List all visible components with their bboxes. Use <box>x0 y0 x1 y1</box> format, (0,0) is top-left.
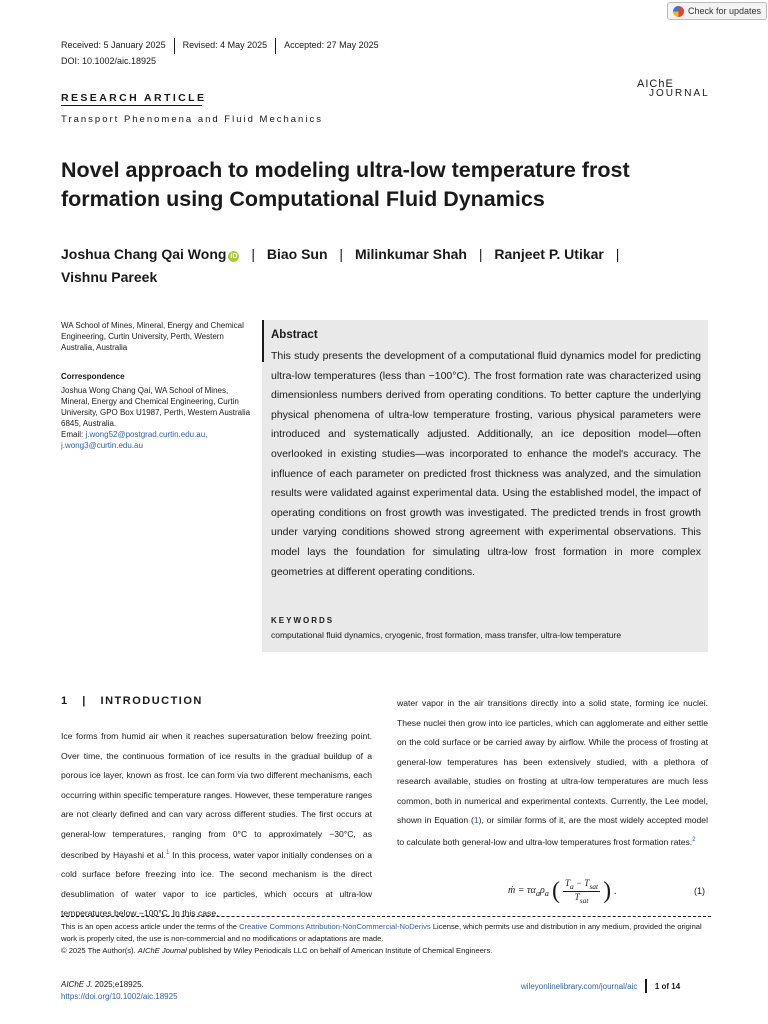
article-title: Novel approach to modeling ultra-low temperature frost formation using Computational Fluid Dynamics <box>61 158 630 211</box>
keywords: computational fluid dynamics, cryogenic, frost formation, mass transfer, ultra-low temperature <box>271 630 622 640</box>
footer-right <box>521 979 680 993</box>
author-separator: | <box>339 246 344 262</box>
article-dates <box>61 38 387 54</box>
footer-site-link[interactable]: wileyonlinelibrary.com/journal/aic <box>521 981 638 991</box>
citation-link[interactable]: 2 <box>692 836 696 843</box>
check-for-updates-button[interactable] <box>667 2 767 20</box>
affiliation: WA School of Mines, Mineral, Energy and Chemical Engineering, Curtin University, Perth, Western Australia, Australia <box>61 321 244 352</box>
equation-end: . <box>614 885 617 897</box>
author-separator: | <box>478 246 483 262</box>
page-number: 1 of 14 <box>654 981 681 991</box>
license-divider <box>61 916 711 917</box>
abstract-box <box>262 320 708 652</box>
author-name[interactable]: Joshua Chang Qai Wong <box>61 246 227 262</box>
equation-1 <box>508 878 617 905</box>
received-date: Received: 5 January 2025 <box>61 40 166 50</box>
author-name[interactable]: Milinkumar Shah <box>354 246 467 262</box>
introduction-heading: 1 | INTRODUCTION <box>61 695 203 707</box>
intro-text: ), or similar forms of it, are the most widely accepted model to calculate both general-low and ultra-low temperatures frost formation rates. <box>397 815 708 847</box>
correspondence-heading: Correspondence <box>61 372 125 381</box>
author-list <box>61 243 741 289</box>
introduction-right-column <box>397 694 708 852</box>
article-type-rule <box>61 105 202 106</box>
article-type: RESEARCH ARTICLE <box>61 92 207 104</box>
right-paren: ) <box>603 878 612 905</box>
left-paren: ( <box>551 878 560 905</box>
author-separator: | <box>615 246 620 262</box>
citation-link[interactable]: 1 <box>165 850 170 856</box>
revised-date: Revised: 4 May 2025 <box>174 38 276 54</box>
email-link-2[interactable]: j.wong3@curtin.edu.au <box>61 441 143 450</box>
footer-divider <box>645 979 647 993</box>
correspondence <box>61 385 256 451</box>
logo-line-2: JOURNAL <box>649 88 710 99</box>
author-separator: | <box>251 246 255 262</box>
check-for-updates-label: Check for updates <box>688 6 762 16</box>
equation-number: (1) <box>694 886 705 896</box>
doi: DOI: 10.1002/aic.18925 <box>61 56 157 66</box>
journal-section: Transport Phenomena and Fluid Mechanics <box>61 114 323 125</box>
orcid-icon[interactable]: iD <box>230 253 238 260</box>
equation-fraction: $\frac{T_a - T_{sat}}{T_{sat}}$ <box>564 878 599 905</box>
footer-doi-link[interactable]: https://doi.org/10.1002/aic.18925 <box>61 992 178 1001</box>
email-link-1[interactable]: j.wong52@postgrad.curtin.edu.au, <box>85 430 208 439</box>
equation-link[interactable]: 1 <box>473 815 479 825</box>
license-notice: This is an open access article under the terms of the Creative Commons Attribution-NonCommercial-NoDerivs License, which permits use and distribution in any medium, provided the original work is properly cited, the use is non-commercial and no modifications or adaptations are made. © 2025 The Author(s). AIChE Journal published by Wiley Periodicals LLC on behalf of American Institute of Chemical Engineers. <box>61 922 702 955</box>
introduction-left-column <box>61 727 372 924</box>
logo-line-1: AIChE <box>637 78 674 90</box>
email-label: Email: <box>61 430 86 439</box>
abstract-text: This study presents the development of a computational fluid dynamics model for predicting ultra-low temperatures (less than −100°C). The frost formation rate was characterized using dimensionless numbers derived from operating conditions. To better capture the underlying physical phenomena of ultra-low temperature frosting, various physical parameters were introduced and systematically adjusted. Additionally, an ice deposition model—often overlooked in existing studies—was incorporated to enhance the model's accuracy. The influence of each parameter on predicted frost thickness was analyzed, and the simulation results were validated against experimental data. Using the established model, the impact of operating conditions on frost growth was investigated. The predicted trends in frost growth under varying conditions showed strong agreement with experimental observations. This model lays the foundation for simulating ultra-low frost formation in more complex geometries at different operating conditions. <box>271 350 701 578</box>
author-name[interactable]: Vishnu Pareek <box>61 269 158 285</box>
abstract-heading: Abstract <box>271 329 318 341</box>
correspondence-text: Joshua Wong Chang Qai, WA School of Mines, Mineral, Energy and Chemical Engineering, Curtin University, GPO Box U1987, Perth, Western Australia 6845, Australia. <box>61 386 251 428</box>
footer-citation: AIChE J. 2025;e18925. https://doi.org/10.1002/aic.18925 <box>61 980 178 1001</box>
equation-lhs: ṁ = $\tau\alpha_a\rho_a$ <box>508 884 549 898</box>
license-link[interactable]: Creative Commons Attribution-NonCommercial-NoDerivs <box>239 922 431 931</box>
author-name[interactable]: Ranjeet P. Utikar <box>494 246 604 262</box>
intro-text: water vapor in the air transitions directly into a solid state, forming ice nuclei. These nuclei then grow into ice particles, which can agglomerate and either settle on the cold surface or be carried away by airflow. While the process of frosting at general-low temperatures has been extensively studied, with a plethora of research available, studies on frosting at ultra-low temperatures are much less common, both in numerical and experimental contexts. Currently, the Lee model, shown in Equation ( <box>397 698 708 825</box>
crossmark-icon <box>673 6 684 17</box>
footer-journal: AIChE J. <box>61 980 93 989</box>
abstract-accent-bar <box>262 320 264 362</box>
author-name[interactable]: Biao Sun <box>266 246 328 262</box>
keywords-heading: KEYWORDS <box>271 616 335 625</box>
intro-text: Ice forms from humid air when it reaches supersaturation below freezing point. Over time, the continuous formation of ice results in the gradual buildup of a porous ice layer, known as frost. Ice can form via two different mechanisms, each occurring within specific temperature ranges. However, these temperature ranges are not clearly defined and can vary across different studies. The first occurs at general-low temperatures, ranging from 0°C to approximately −30°C, as described by Hayashi et al. <box>61 731 372 860</box>
accepted-date: Accepted: 27 May 2025 <box>275 38 387 54</box>
aiche-journal-logo <box>637 80 710 98</box>
intro-text: In this process, water vapor initially condenses on a cold surface before freezing into ice. The second mechanism is the direct desublimation of water vapor to ice particles, which occurs at ultra-low temperatures below −100°C. In this case, <box>61 849 372 919</box>
